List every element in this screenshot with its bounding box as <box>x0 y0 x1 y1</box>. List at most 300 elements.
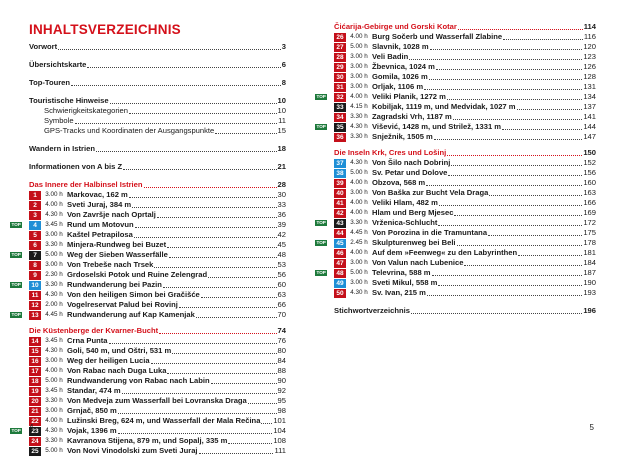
entry-page: 6 <box>281 60 286 69</box>
tour-entry[interactable] <box>334 62 596 72</box>
tour-duration: 4.30 h <box>45 347 63 354</box>
tour-title: Skulpturenweg bei Beli <box>372 238 456 247</box>
tour-duration: 4.00 h <box>350 209 368 216</box>
entry-page: 18 <box>277 144 286 153</box>
leader-dots <box>228 442 272 444</box>
leader-dots <box>96 150 277 152</box>
tour-number-badge: 41 <box>334 199 346 208</box>
tour-duration: 4.00 h <box>45 417 63 424</box>
tour-entry[interactable] <box>11 250 286 260</box>
tour-entry[interactable] <box>29 356 286 366</box>
tour-duration: 4.00 h <box>350 249 368 256</box>
tour-duration: 2.00 h <box>45 301 63 308</box>
tour-entry[interactable] <box>334 198 596 208</box>
tour-duration: 4.30 h <box>45 427 63 434</box>
tour-page: 152 <box>583 158 596 167</box>
tour-number-badge: 20 <box>29 397 41 406</box>
tour-number-badge: 49 <box>334 279 346 288</box>
top-badge: TOP <box>316 240 326 245</box>
tour-title: Sv. Ivan, 215 m <box>372 288 426 297</box>
leader-dots <box>502 128 582 130</box>
tour-page: 80 <box>277 346 286 355</box>
entry-label: Symbole <box>44 116 74 125</box>
entry-page: 11 <box>278 116 286 125</box>
tour-entry[interactable] <box>334 112 596 122</box>
tour-entry[interactable] <box>29 240 286 250</box>
tour-duration: 5.00 h <box>45 377 63 384</box>
leader-dots <box>179 306 277 308</box>
tour-duration: 3.45 h <box>45 337 63 344</box>
tour-title: Von Valun nach Lubenice <box>372 258 464 267</box>
tour-page: 111 <box>274 446 286 455</box>
leader-dots <box>208 276 276 278</box>
tour-entry[interactable] <box>29 300 286 310</box>
tour-entry[interactable] <box>334 228 596 238</box>
tour-entry[interactable] <box>29 230 286 240</box>
entry-label: Übersichtskarte <box>29 60 87 69</box>
toc-entry[interactable] <box>29 144 286 154</box>
leader-dots <box>199 452 274 454</box>
tour-number-badge: 2 <box>29 201 41 210</box>
tour-page: 178 <box>583 238 596 247</box>
tour-entry[interactable] <box>334 208 596 218</box>
tour-duration: 5.00 h <box>350 43 368 50</box>
tour-page: 39 <box>277 220 286 229</box>
tour-entry[interactable] <box>334 278 596 288</box>
leader-dots <box>454 214 582 216</box>
tour-page: 66 <box>277 300 286 309</box>
leader-dots <box>87 66 280 68</box>
tour-number-badge: 18 <box>29 377 41 386</box>
leader-dots <box>172 352 276 354</box>
tour-number-badge: 42 <box>334 209 346 218</box>
tour-duration: 3.00 h <box>45 191 63 198</box>
leader-dots <box>248 402 277 404</box>
page-number-right: 5 <box>589 423 594 432</box>
tour-title: Von Šilo nach Dobrinj <box>372 158 451 167</box>
tour-page: 36 <box>277 210 286 219</box>
tour-page: 84 <box>277 356 286 365</box>
entry-label: Die Inseln Krk, Cres und Lošinj <box>334 148 447 157</box>
top-badge: TOP <box>11 428 21 433</box>
tour-duration: 4.30 h <box>350 289 368 296</box>
tour-entry[interactable] <box>316 218 596 228</box>
tour-title: Weg der heiligen Lucia <box>67 356 150 365</box>
tour-duration: 4.45 h <box>350 229 368 236</box>
tour-number-badge: 10 <box>29 281 41 290</box>
leader-dots <box>75 122 278 124</box>
tour-entry[interactable] <box>334 158 596 168</box>
tour-number-badge: 46 <box>334 249 346 258</box>
toc-entry[interactable] <box>29 96 286 106</box>
toc-entry[interactable] <box>29 60 286 70</box>
tour-title: Von den heiligen Simon bei Gračišće <box>67 290 200 299</box>
tour-number-badge: 28 <box>334 53 346 62</box>
tour-number-badge: 39 <box>334 179 346 188</box>
tour-title: Veliki Planik, 1272 m <box>372 92 446 101</box>
tour-duration: 4.00 h <box>350 93 368 100</box>
tour-number-badge: 11 <box>29 291 41 300</box>
tour-entry[interactable] <box>334 248 596 258</box>
tour-title: Grdoselski Potok und Ruine Zelengrad <box>67 270 208 279</box>
leader-dots <box>157 216 277 218</box>
leader-dots <box>163 286 277 288</box>
tour-title: Sv. Petar und Dolove <box>372 168 448 177</box>
tour-entry[interactable] <box>29 406 286 416</box>
tour-number-badge: 32 <box>334 93 346 102</box>
tour-entry[interactable] <box>29 290 286 300</box>
tour-page: 101 <box>273 416 286 425</box>
tour-duration: 3.00 h <box>350 189 368 196</box>
toc-entry[interactable] <box>334 148 596 158</box>
tour-page: 120 <box>583 42 596 51</box>
tour-entry[interactable] <box>11 310 286 320</box>
tour-duration: 4.00 h <box>350 179 368 186</box>
leader-dots <box>118 412 277 414</box>
tour-number-badge: 9 <box>29 271 41 280</box>
tour-number-badge: 3 <box>29 211 41 220</box>
tour-title: Lužinski Breg, 624 m, und Wasserfall der Mala Rečina <box>67 416 261 425</box>
toc-entry[interactable] <box>29 180 286 190</box>
leader-dots <box>503 38 583 40</box>
tour-title: Von Novi Vinodolski zum Sveti Juraj <box>67 446 198 455</box>
tour-page: 184 <box>583 258 596 267</box>
tour-page: 190 <box>583 278 596 287</box>
leader-dots <box>129 112 277 114</box>
tour-duration: 3.00 h <box>350 279 368 286</box>
tour-entry[interactable] <box>29 336 286 346</box>
tour-duration: 3.30 h <box>45 241 63 248</box>
tour-number-badge: 36 <box>334 133 346 142</box>
leader-dots <box>118 432 273 434</box>
tour-title: Goli, 540 m, und Oštri, 531 m <box>67 346 172 355</box>
tour-entry[interactable] <box>316 268 596 278</box>
tour-entry[interactable] <box>334 132 596 142</box>
leader-dots <box>134 236 277 238</box>
leader-dots <box>432 274 583 276</box>
leader-dots <box>429 78 583 80</box>
tour-page: 108 <box>273 436 286 445</box>
leader-dots <box>215 132 276 134</box>
tour-number-badge: 15 <box>29 347 41 356</box>
tour-duration: 3.00 h <box>45 231 63 238</box>
toc-entry[interactable] <box>29 106 286 116</box>
tour-number-badge: 6 <box>29 241 41 250</box>
tour-duration: 3.00 h <box>350 53 368 60</box>
tour-duration: 4.00 h <box>350 33 368 40</box>
tour-number-badge: 14 <box>29 337 41 346</box>
page-title: INHALTSVERZEICHNIS <box>29 22 181 37</box>
tour-entry[interactable] <box>29 200 286 210</box>
tour-duration: 3.00 h <box>45 261 63 268</box>
toc-entry[interactable] <box>29 78 286 88</box>
toc-right <box>316 22 596 316</box>
top-badge: TOP <box>316 220 326 225</box>
tour-entry[interactable] <box>334 82 596 92</box>
tour-title: Vrženica-Schlucht <box>372 218 438 227</box>
leader-dots <box>457 244 583 246</box>
tour-entry[interactable] <box>334 42 596 52</box>
toc-entry[interactable] <box>334 306 596 316</box>
tour-page: 56 <box>277 270 286 279</box>
tour-title: Von Rabac nach Duga Luka <box>67 366 167 375</box>
tour-page: 126 <box>583 62 596 71</box>
tour-duration: 4.30 h <box>350 123 368 130</box>
leader-dots <box>110 102 277 104</box>
tour-number-badge: 50 <box>334 289 346 298</box>
tour-page: 42 <box>277 230 286 239</box>
tour-duration: 3.30 h <box>350 133 368 140</box>
tour-page: 76 <box>277 336 286 345</box>
tour-title: Von Završje nach Oprtalj <box>67 210 156 219</box>
tour-duration: 2.45 h <box>350 239 368 246</box>
tour-duration: 2.30 h <box>45 271 63 278</box>
right-page <box>310 0 620 442</box>
tour-entry[interactable] <box>29 210 286 220</box>
leader-dots <box>464 264 582 266</box>
leader-dots <box>167 372 276 374</box>
tour-duration: 3.30 h <box>45 437 63 444</box>
tour-page: 88 <box>277 366 286 375</box>
tour-entry[interactable] <box>334 178 596 188</box>
entry-label: Vorwort <box>29 42 58 51</box>
toc-entry[interactable] <box>29 162 286 172</box>
leader-dots <box>135 226 277 228</box>
leader-dots <box>167 246 276 248</box>
tour-title: Grnjač, 850 m <box>67 406 117 415</box>
tour-page: 147 <box>583 132 596 141</box>
tour-duration: 3.00 h <box>350 83 368 90</box>
tour-page: 141 <box>583 112 596 121</box>
tour-entry[interactable] <box>334 72 596 82</box>
tour-entry[interactable] <box>334 258 596 268</box>
tour-page: 156 <box>583 168 596 177</box>
tour-number-badge: 4 <box>29 221 41 230</box>
leader-dots <box>129 196 277 198</box>
tour-page: 98 <box>277 406 286 415</box>
top-badge: TOP <box>11 282 21 287</box>
tour-page: 166 <box>583 198 596 207</box>
leader-dots <box>488 234 582 236</box>
leader-dots <box>430 48 583 50</box>
tour-page: 187 <box>583 268 596 277</box>
tour-entry[interactable] <box>29 436 286 446</box>
leader-dots <box>409 58 582 60</box>
entry-label: Das Innere der Halbinsel Istrien <box>29 180 143 189</box>
tour-title: Standar, 474 m <box>67 386 121 395</box>
tour-title: Kavranova Stijena, 879 m, und Sopalj, 335 m <box>67 436 228 445</box>
toc-entry[interactable] <box>29 326 286 336</box>
tour-title: Zagradski Vrh, 1187 m <box>372 112 452 121</box>
leader-dots <box>458 28 583 30</box>
tour-number-badge: 21 <box>29 407 41 416</box>
entry-page: 28 <box>277 180 286 189</box>
page-number-left: 4 <box>29 423 34 432</box>
tour-page: 169 <box>583 208 596 217</box>
tour-number-badge: 40 <box>334 189 346 198</box>
tour-title: Snježnik, 1505 m <box>372 132 433 141</box>
leader-dots <box>438 224 582 226</box>
leader-dots <box>436 68 582 70</box>
top-badge: TOP <box>316 94 326 99</box>
top-badge: TOP <box>316 270 326 275</box>
tour-number-badge: 30 <box>334 73 346 82</box>
tour-duration: 4.30 h <box>45 211 63 218</box>
entry-page: 150 <box>583 148 596 157</box>
tour-entry[interactable] <box>11 280 286 290</box>
leader-dots <box>517 108 583 110</box>
tour-entry[interactable] <box>11 426 286 436</box>
tour-page: 144 <box>583 122 596 131</box>
leader-dots <box>196 316 277 318</box>
tour-page: 48 <box>277 250 286 259</box>
tour-number-badge: 19 <box>29 387 41 396</box>
tour-number-badge: 16 <box>29 357 41 366</box>
tour-number-badge: 17 <box>29 367 41 376</box>
tour-duration: 5.00 h <box>45 251 63 258</box>
tour-title: Rundwanderung bei Pazin <box>67 280 162 289</box>
tour-entry[interactable] <box>29 416 286 426</box>
tour-entry[interactable] <box>316 238 596 248</box>
tour-duration: 4.15 h <box>350 103 368 110</box>
tour-number-badge: 22 <box>29 417 41 426</box>
leader-dots <box>132 206 276 208</box>
leader-dots <box>261 422 272 424</box>
leader-dots <box>211 382 277 384</box>
tour-entry[interactable] <box>334 52 596 62</box>
tour-entry[interactable] <box>334 102 596 112</box>
tour-page: 45 <box>277 240 286 249</box>
entry-label: Stichwortverzeichnis <box>334 306 410 315</box>
tour-page: 70 <box>277 310 286 319</box>
leader-dots <box>453 118 583 120</box>
tour-number-badge: 37 <box>334 159 346 168</box>
tour-page: 92 <box>277 386 286 395</box>
tour-entry[interactable] <box>334 188 596 198</box>
tour-title: Rund um Motovun <box>67 220 134 229</box>
tour-entry[interactable] <box>29 446 286 456</box>
top-badge: TOP <box>11 312 21 317</box>
tour-page: 60 <box>277 280 286 289</box>
leader-dots <box>448 174 582 176</box>
tour-number-badge: 7 <box>29 251 41 260</box>
tour-page: 53 <box>277 260 286 269</box>
tour-title: Gomila, 1026 m <box>372 72 428 81</box>
tour-duration: 3.30 h <box>45 281 63 288</box>
tour-page: 90 <box>277 376 286 385</box>
tour-duration: 3.00 h <box>350 259 368 266</box>
tour-entry[interactable] <box>316 122 596 132</box>
tour-number-badge: 12 <box>29 301 41 310</box>
tour-number-badge: 44 <box>334 229 346 238</box>
leader-dots <box>169 256 277 258</box>
tour-title: Rundwanderung von Rabac nach Labin <box>67 376 210 385</box>
tour-entry[interactable] <box>29 376 286 386</box>
tour-title: Crna Punta <box>67 336 108 345</box>
tour-number-badge: 24 <box>29 437 41 446</box>
entry-label: Schwierigkeitskategorien <box>44 106 128 115</box>
tour-title: Sveti Juraj, 384 m <box>67 200 132 209</box>
entry-page: 21 <box>277 162 286 171</box>
toc-entry[interactable] <box>29 126 286 136</box>
tour-page: 181 <box>583 248 596 257</box>
top-badge: TOP <box>11 222 21 227</box>
leader-dots <box>154 266 276 268</box>
tour-duration: 5.00 h <box>350 169 368 176</box>
tour-entry[interactable] <box>334 288 596 298</box>
tour-entry[interactable] <box>29 260 286 270</box>
tour-duration: 3.00 h <box>45 357 63 364</box>
tour-entry[interactable] <box>316 92 596 102</box>
entry-label: Top-Touren <box>29 78 71 87</box>
tour-duration: 3.45 h <box>45 221 63 228</box>
tour-page: 172 <box>583 218 596 227</box>
toc-entry[interactable] <box>29 42 286 52</box>
entry-label: GPS-Tracks und Koordinaten der Ausgangspunkte <box>44 126 215 135</box>
leader-dots <box>439 204 582 206</box>
tour-page: 160 <box>583 178 596 187</box>
toc-entry[interactable] <box>29 116 286 126</box>
tour-page: 95 <box>277 396 286 405</box>
tour-number-badge: 23 <box>29 427 41 436</box>
tour-title: Slavnik, 1028 m <box>372 42 429 51</box>
tour-entry[interactable] <box>29 366 286 376</box>
leader-dots <box>451 164 582 166</box>
tour-title: Auf dem »Feenweg« zu den Labyrinthen <box>372 248 518 257</box>
tour-title: Žbevnica, 1024 m <box>372 62 435 71</box>
leader-dots <box>411 312 582 314</box>
tour-title: Veli Badin <box>372 52 409 61</box>
leader-dots <box>447 98 582 100</box>
tour-duration: 4.30 h <box>350 159 368 166</box>
tour-entry[interactable] <box>29 396 286 406</box>
tour-number-badge: 34 <box>334 113 346 122</box>
tour-entry[interactable] <box>334 32 596 42</box>
tour-number-badge: 35 <box>334 123 346 132</box>
entry-label: Die Küstenberge der Kvarner-Bucht <box>29 326 159 335</box>
tour-entry[interactable] <box>29 386 286 396</box>
entry-page: 15 <box>277 126 286 135</box>
tour-entry[interactable] <box>334 168 596 178</box>
leader-dots <box>201 296 277 298</box>
tour-title: Weg der Sieben Wasserfälle <box>67 250 168 259</box>
top-badge: TOP <box>11 252 21 257</box>
tour-duration: 4.00 h <box>45 201 63 208</box>
tour-entry[interactable] <box>29 190 286 200</box>
tour-page: 33 <box>277 200 286 209</box>
tour-number-badge: 48 <box>334 269 346 278</box>
tour-number-badge: 29 <box>334 63 346 72</box>
entry-label: Touristische Hinweise <box>29 96 109 105</box>
leader-dots <box>71 84 281 86</box>
tour-duration: 3.45 h <box>45 387 63 394</box>
toc-entry[interactable] <box>334 22 596 32</box>
tour-entry[interactable] <box>29 346 286 356</box>
tour-title: Von Porozina in die Tramuntana <box>372 228 488 237</box>
tour-duration: 4.45 h <box>45 311 63 318</box>
tour-entry[interactable] <box>11 220 286 230</box>
entry-page: 8 <box>281 78 286 87</box>
tour-duration: 3.30 h <box>45 397 63 404</box>
tour-duration: 5.00 h <box>45 447 63 454</box>
entry-page: 114 <box>583 22 596 31</box>
entry-page: 74 <box>277 326 286 335</box>
entry-page: 196 <box>583 306 596 315</box>
tour-title: Minjera-Rundweg bei Buzet <box>67 240 167 249</box>
tour-entry[interactable] <box>29 270 286 280</box>
tour-number-badge: 25 <box>29 447 41 456</box>
tour-title: Von Baška zur Bucht Vela Draga <box>372 188 489 197</box>
